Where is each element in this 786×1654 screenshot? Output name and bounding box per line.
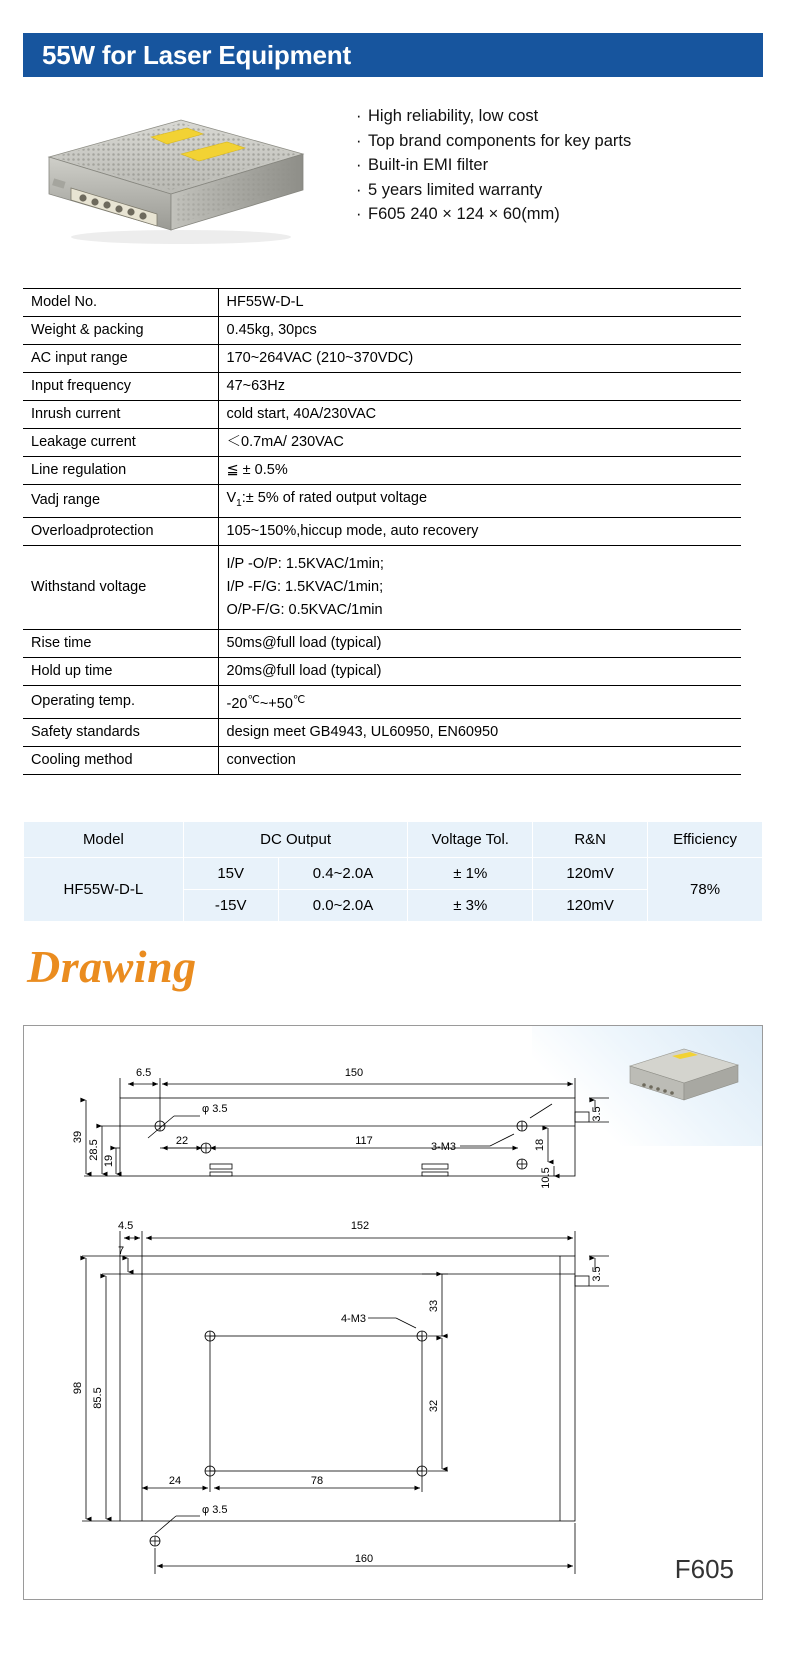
bullet-icon: · (356, 107, 362, 125)
dim-label-4-m3: 4-M3 (340, 1313, 366, 1325)
vadj-subscript: 1 (236, 497, 242, 509)
dim-label-3-5-top: 3.5 (591, 1106, 603, 1122)
table-row (24, 858, 763, 890)
drawing-panel (23, 1025, 763, 1600)
dim-label-7: 7 (117, 1245, 125, 1257)
cell-tolerance: ± 3% (408, 890, 533, 922)
spec-label: AC input range (23, 345, 218, 373)
cell-tolerance: ± 1% (408, 858, 533, 890)
table-row (23, 289, 741, 317)
spec-label: Safety standards (23, 718, 218, 746)
dim-label-phi-3-5-top: φ 3.5 (202, 1103, 228, 1115)
spec-label: Weight & packing (23, 317, 218, 345)
dim-label-160: 160 (354, 1553, 374, 1565)
spec-label: Rise time (23, 629, 218, 657)
dim-label-117: 117 (355, 1135, 373, 1147)
dim-label-19: 19 (103, 1154, 115, 1168)
spec-value: cold start, 40A/230VAC (218, 401, 741, 429)
feature-item (356, 202, 756, 227)
spec-value (218, 685, 741, 718)
feature-item (356, 104, 756, 129)
drawing-section-title: Drawing (27, 941, 197, 992)
feature-list (356, 104, 756, 227)
technical-drawing (24, 1026, 763, 1600)
spec-label: Leakage current (23, 429, 218, 457)
table-row (23, 457, 741, 485)
vadj-prefix: V (226, 490, 237, 506)
spec-value-line: I/P -O/P: 1.5KVAC/1min; (226, 555, 384, 572)
column-header-rn: R&N (533, 822, 648, 858)
dim-label-10-5: 10.5 (540, 1167, 552, 1189)
table-row (23, 429, 741, 457)
degree-icon: ℃ (247, 693, 260, 706)
table-row (23, 657, 741, 685)
dim-label-152: 152 (350, 1220, 370, 1232)
page-title: 55W for Laser Equipment (42, 39, 351, 70)
dim-label-28-5: 28.5 (88, 1139, 100, 1161)
dim-label-24: 24 (168, 1475, 182, 1487)
cell-voltage: -15V (183, 890, 278, 922)
spec-value (218, 545, 741, 629)
spec-value: ≦ ± 0.5% (218, 457, 741, 485)
feature-item-label: High reliability, low cost (368, 107, 539, 125)
table-row (23, 373, 741, 401)
page-header-banner (23, 33, 763, 77)
feature-item (356, 129, 756, 154)
cell-current: 0.0~2.0A (278, 890, 408, 922)
spec-value: HF55W-D-L (218, 289, 741, 317)
temp-max: ~+50 (259, 695, 293, 712)
dim-label-78: 78 (310, 1475, 324, 1487)
spec-value-line: I/P -F/G: 1.5KVAC/1min; (226, 578, 384, 595)
bullet-icon: · (356, 131, 362, 150)
cell-efficiency: 78% (648, 858, 763, 922)
degree-icon: ℃ (292, 693, 306, 706)
spec-label: Cooling method (23, 746, 218, 774)
dim-label-18: 18 (534, 1138, 546, 1152)
temp-min: -20 (226, 695, 248, 712)
column-header-model: Model (24, 822, 184, 858)
dim-label-3-5-bottom: 3.5 (591, 1266, 603, 1282)
spec-label: Overloadprotection (23, 517, 218, 545)
dim-label-98: 98 (72, 1381, 84, 1395)
spec-value: 50ms@full load (typical) (218, 629, 741, 657)
spec-value: 47~63Hz (218, 373, 741, 401)
bullet-icon: · (356, 180, 362, 199)
feature-item (356, 178, 756, 203)
table-row (23, 345, 741, 373)
spec-label: Line regulation (23, 457, 218, 485)
hero-section (23, 86, 763, 268)
dim-label-150: 150 (344, 1067, 364, 1079)
bullet-icon: · (356, 156, 362, 174)
cell-rn: 120mV (533, 890, 648, 922)
feature-item-label: Top brand components for key parts (368, 131, 632, 150)
spec-value (218, 485, 741, 518)
spec-value: convection (218, 746, 741, 774)
spec-label: Withstand voltage (23, 545, 218, 629)
spec-value: ＜0.7mA/ 230VAC (218, 429, 741, 457)
table-row (23, 746, 741, 774)
dim-label-33: 33 (428, 1299, 440, 1313)
product-photo (31, 102, 321, 257)
dim-label-6-5: 6.5 (136, 1067, 152, 1079)
spec-value-line: O/P-F/G: 0.5KVAC/1min (226, 601, 383, 618)
output-specification-table (23, 821, 763, 922)
dim-label-22: 22 (175, 1135, 189, 1147)
dim-label-phi-3-5-bottom: φ 3.5 (202, 1504, 228, 1516)
specification-table (23, 288, 741, 775)
dim-label-85-5: 85.5 (92, 1387, 104, 1409)
spec-value: 170~264VAC (210~370VDC) (218, 345, 741, 373)
table-row (23, 718, 741, 746)
spec-label: Inrush current (23, 401, 218, 429)
table-row (23, 545, 741, 629)
table-header-row (24, 822, 763, 858)
cell-model: HF55W-D-L (24, 858, 184, 922)
cell-current: 0.4~2.0A (278, 858, 408, 890)
spec-value: design meet GB4943, UL60950, EN60950 (218, 718, 741, 746)
dim-label-39: 39 (72, 1130, 84, 1144)
spec-value: 105~150%,hiccup mode, auto recovery (218, 517, 741, 545)
spec-label: Operating temp. (23, 685, 218, 718)
feature-item-label: F605 240 × 124 × 60(mm) (368, 205, 560, 223)
column-header-efficiency: Efficiency (648, 822, 763, 858)
cell-voltage: 15V (183, 858, 278, 890)
dim-label-32: 32 (428, 1399, 440, 1413)
feature-item-label: 5 years limited warranty (368, 180, 543, 199)
table-row (23, 685, 741, 718)
table-row (23, 629, 741, 657)
bullet-icon: · (356, 205, 362, 223)
spec-value: 0.45kg, 30pcs (218, 317, 741, 345)
spec-label: Vadj range (23, 485, 218, 518)
table-row (23, 517, 741, 545)
table-row (23, 317, 741, 345)
feature-item-label: Built-in EMI filter (368, 156, 489, 174)
column-header-voltage-tol: Voltage Tol. (408, 822, 533, 858)
dim-label-4-5: 4.5 (118, 1220, 134, 1232)
spec-label: Hold up time (23, 657, 218, 685)
table-row (23, 485, 741, 518)
drawing-model-code: F605 (674, 1554, 734, 1584)
vadj-suffix: :± 5% of rated output voltage (241, 490, 428, 506)
spec-label: Input frequency (23, 373, 218, 401)
cell-rn: 120mV (533, 858, 648, 890)
feature-item (356, 153, 756, 178)
spec-value: 20ms@full load (typical) (218, 657, 741, 685)
spec-label: Model No. (23, 289, 218, 317)
dim-label-3-m3: 3-M3 (430, 1141, 456, 1153)
table-row (23, 401, 741, 429)
column-header-dc-output: DC Output (183, 822, 408, 858)
